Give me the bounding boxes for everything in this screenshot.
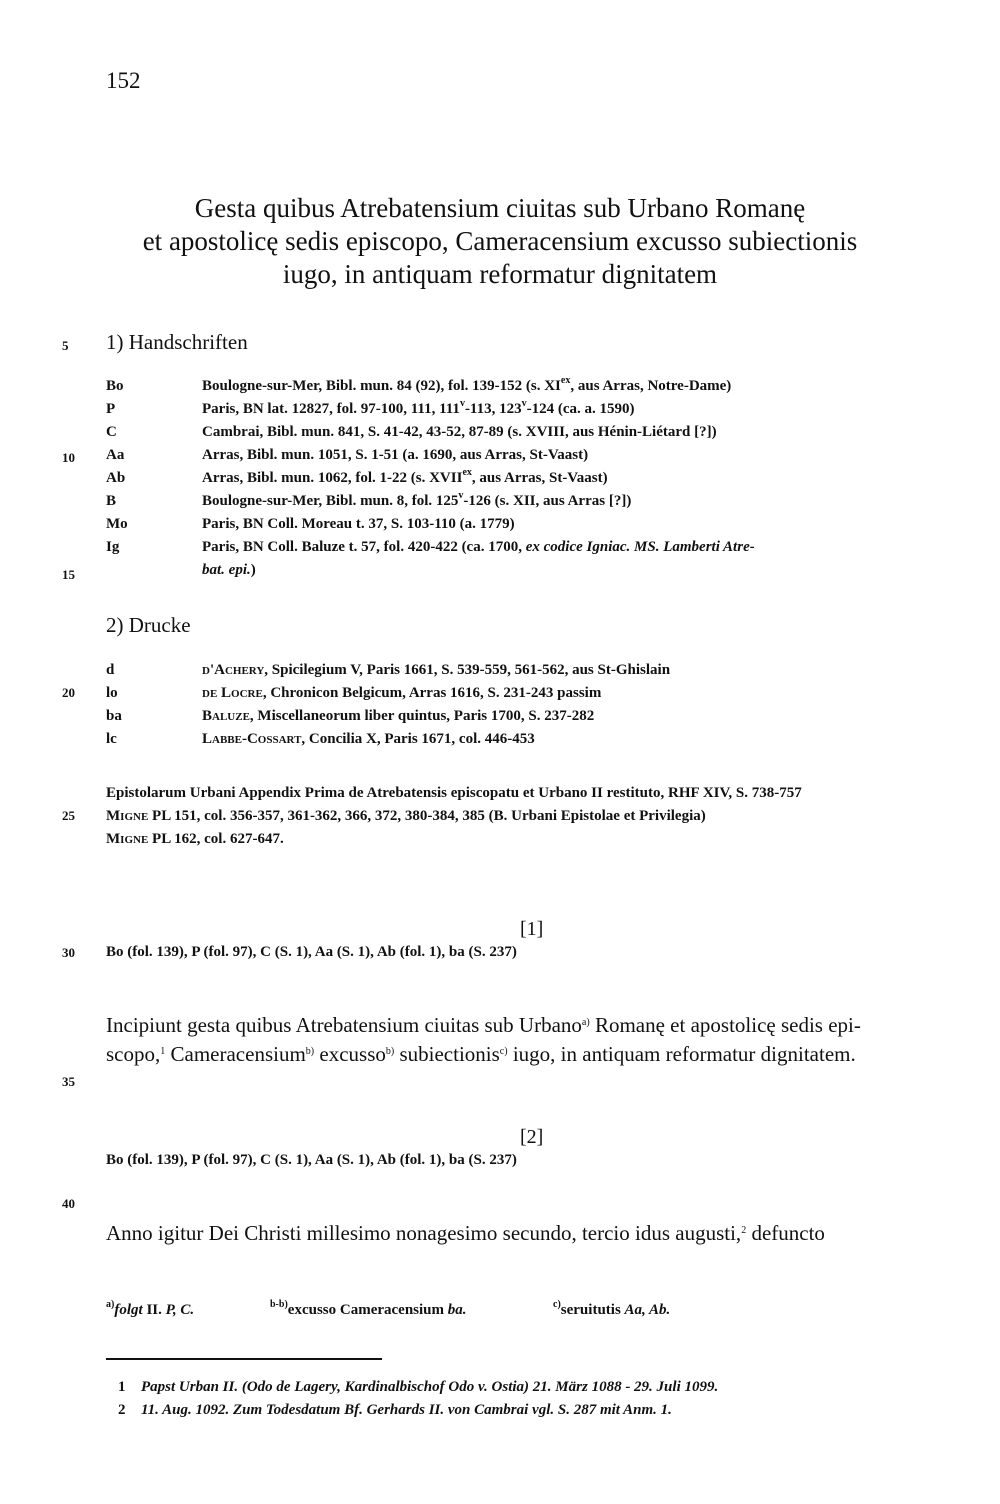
reference-item: Epistolarum Urbani Appendix Prima de Atrebatensis episcopatu et Urbano II restituto, RHF XIV, S. 738-757 bbox=[106, 785, 802, 801]
print-description: Labbe-Cossart, Concilia X, Paris 1671, col. 446-453 bbox=[202, 731, 535, 747]
print-sigle: lc bbox=[106, 731, 117, 747]
section-heading-drucke: 2) Drucke bbox=[106, 613, 191, 637]
footnote-number: 2 bbox=[118, 1402, 126, 1418]
line-number: 35 bbox=[62, 1074, 75, 1089]
line-number: 5 bbox=[62, 338, 69, 353]
manuscript-sigle: B bbox=[106, 493, 117, 509]
manuscript-sigle: Ab bbox=[106, 470, 126, 486]
chapter-witnesses: Bo (fol. 139), P (fol. 97), C (S. 1), Aa (S. 1), Ab (fol. 1), ba (S. 237) bbox=[106, 1152, 517, 1168]
line-number: 30 bbox=[62, 945, 75, 960]
chapter-witnesses: Bo (fol. 139), P (fol. 97), C (S. 1), Aa (S. 1), Ab (fol. 1), ba (S. 237) bbox=[106, 944, 517, 960]
section-heading-handschriften: 1) Handschriften bbox=[106, 330, 248, 354]
manuscript-sigle: P bbox=[106, 401, 116, 417]
manuscript-description: Paris, BN Coll. Baluze t. 57, fol. 420-422 (ca. 1700, ex codice Igniac. MS. Lamberti Atre- bbox=[202, 539, 755, 555]
chapter-number: [2] bbox=[520, 1126, 544, 1148]
title-line-2: et apostolicę sedis episcopo, Cameracensium excusso subiectionis bbox=[142, 226, 858, 256]
apparatus-note: $^{b-b)}$excusso Cameracensium ba. bbox=[270, 1299, 467, 1318]
footnote-text: Papst Urban II. (Odo de Lagery, Kardinalbischof Odo v. Ostia) 21. März 1088 - 29. Juli 1099. bbox=[141, 1379, 719, 1395]
manuscript-sigle: C bbox=[106, 424, 117, 440]
edition-text-line: scopo,$^1$ Cameracensium$^{b)}$ excusso$^{b)}$ subiectionis$^{c)}$ iugo, in antiquam reformatur dignitatem. bbox=[106, 1042, 856, 1066]
manuscript-sigle: Aa bbox=[106, 447, 125, 463]
manuscript-description-continued: bat. epi.) bbox=[202, 562, 256, 578]
apparatus-note: $^{a)}$folgt II. P, C. bbox=[106, 1299, 195, 1318]
manuscript-description: Arras, Bibl. mun. 1051, S. 1-51 (a. 1690, aus Arras, St-Vaast) bbox=[202, 447, 589, 463]
line-number: 15 bbox=[62, 567, 75, 582]
manuscript-description: Boulogne-sur-Mer, Bibl. mun. 84 (92), fol. 139-152 (s. $XI^{ex}$, aus Arras, Notre-Dame) bbox=[202, 375, 732, 394]
manuscript-description: Cambrai, Bibl. mun. 841, S. 41-42, 43-52, 87-89 (s. XVIII, aus Hénin-Liétard [?]) bbox=[202, 424, 717, 440]
edition-text-line: Anno igitur Dei Christi millesimo nonagesimo secundo, tercio idus augusti,$^2$ defuncto bbox=[106, 1221, 825, 1245]
print-description: d'Achery, Spicilegium V, Paris 1661, S. 539-559, 561-562, aus St-Ghislain bbox=[202, 662, 671, 678]
manuscript-description: Paris, BN Coll. Moreau t. 37, S. 103-110 (a. 1779) bbox=[202, 516, 515, 532]
title-line-3: iugo, in antiquam reformatur dignitatem bbox=[282, 259, 718, 289]
manuscript-description: Paris, BN lat. 12827, fol. 97-100, 111, 111$^v$-113, 123$^v$-124 (ca. a. 1590) bbox=[202, 398, 635, 417]
print-sigle: ba bbox=[106, 708, 122, 724]
apparatus-note: $^{c)}$seruitutis Aa, Ab. bbox=[553, 1299, 671, 1318]
manuscript-sigle: Ig bbox=[106, 539, 120, 555]
print-sigle: lo bbox=[106, 685, 118, 701]
chapter-number: [1] bbox=[520, 918, 544, 940]
reference-item: Migne PL 162, col. 627-647. bbox=[106, 831, 284, 847]
line-number: 10 bbox=[62, 450, 75, 465]
manuscript-sigle: Bo bbox=[106, 378, 124, 394]
footnote-text: 11. Aug. 1092. Zum Todesdatum Bf. Gerhards II. von Cambrai vgl. S. 287 mit Anm. 1. bbox=[141, 1402, 672, 1418]
print-description: Baluze, Miscellaneorum liber quintus, Paris 1700, S. 237-282 bbox=[202, 708, 595, 724]
manuscript-sigle: Mo bbox=[106, 516, 128, 532]
edition-text-line: Incipiunt gesta quibus Atrebatensium ciuitas sub Urbano$^{a)}$ Romanę et apostolicę sedis epi- bbox=[106, 1013, 861, 1037]
page-number: 152 bbox=[106, 68, 141, 93]
manuscript-description: Boulogne-sur-Mer, Bibl. mun. 8, fol. 125$^v$-126 (s. XII, aus Arras [?]) bbox=[202, 490, 632, 509]
print-description: de Locre, Chronicon Belgicum, Arras 1616, S. 231-243 passim bbox=[202, 685, 602, 701]
footnote-divider bbox=[106, 1358, 382, 1360]
print-sigle: d bbox=[106, 662, 115, 678]
manuscript-description: Arras, Bibl. mun. 1062, fol. 1-22 (s. $XVII^{ex}$, aus Arras, St-Vaast) bbox=[202, 467, 608, 486]
title-line-1: Gesta quibus Atrebatensium ciuitas sub Urbano Romanę bbox=[194, 193, 806, 223]
footnote-number: 1 bbox=[118, 1379, 126, 1395]
reference-item: Migne PL 151, col. 356-357, 361-362, 366, 372, 380-384, 385 (B. Urbani Epistolae et Privilegia) bbox=[106, 808, 706, 824]
line-number: 20 bbox=[62, 685, 75, 700]
line-number: 40 bbox=[62, 1196, 75, 1211]
line-number: 25 bbox=[62, 808, 75, 823]
